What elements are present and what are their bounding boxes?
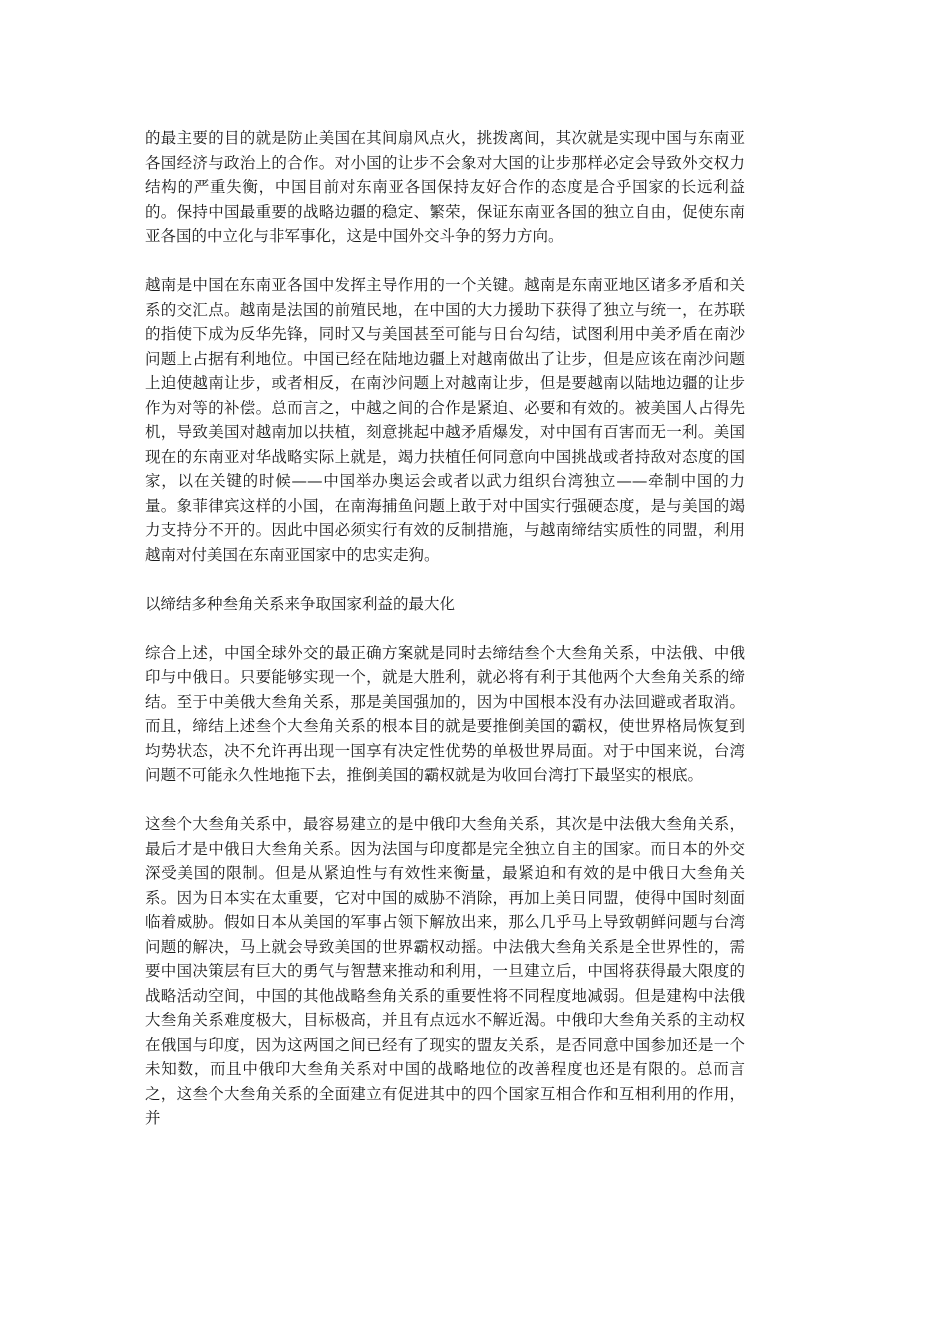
paragraph-triangles: 这叁个大叁角关系中，最容易建立的是中俄印大叁角关系，其次是中法俄大叁角关系，最后才是中俄日大叁角关系。因为法国与印度都是完全独立自主的国家。而日本的外交深受美国的限制。但是从紧迫性与有效性来衡量，最紧迫和有效的是中俄日大叁角关系。因为日本实在太重要，它对中国的威胁不消除，再加上美日同盟，使得中国时刻面临着威胁。假如日本从美国的军事占领下解放出来，那么几乎马上导致朝鲜问题与台湾问题的解决，马上就会导致美国的世界霸权动摇。中法俄大叁角关系是全世界性的，需要中国决策层有巨大的勇气与智慧来推动和利用，一旦建立后，中国将获得最大限度的战略活动空间，中国的其他战略叁角关系的重要性将不同程度地减弱。但是建构中法俄大叁角关系难度极大，目标极高，并且有点远水不解近渴。中俄印大叁角关系的主动权在俄国与印度，因为这两国之间已经有了现实的盟友关系，是否同意中国参加还是一个未知数，而且中俄印大叁角关系对中国的战略地位的改善程度也还是有限的。总而言之，这叁个大叁角关系的全面建立有促进其中的四个国家互相合作和互相利用的作用，并 (145, 815, 745, 1127)
section-heading: 以缔结多种叁角关系来争取国家利益的最大化 (145, 594, 456, 613)
document-body (145, 126, 745, 1155)
paragraph-southeast-asia-policy: 的最主要的目的就是防止美国在其间扇风点火，挑拨离间，其次就是实现中国与东南亚各国经济与政治上的合作。对小国的让步不会象对大国的让步那样必定会导致外交权力结构的严重失衡，中国目前对东南亚各国保持友好合作的态度是合乎国家的长远利益的。保持中国最重要的战略边疆的稳定、繁荣，保证东南亚各国的独立自由，促使东南亚各国的中立化与非军事化，这是中国外交斗争的努力方向。 (145, 129, 745, 245)
paragraph-summary: 综合上述，中国全球外交的最正确方案就是同时去缔结叁个大叁角关系，中法俄、中俄印与中俄日。只要能够实现一个，就是大胜利，就必将有利于其他两个大叁角关系的缔结。至于中美俄大叁角关系，那是美国强加的，因为中国根本没有办法回避或者取消。而且，缔结上述叁个大叁角关系的根本目的就是要推倒美国的霸权，使世界格局恢复到均势状态，决不允许再出现一国享有决定性优势的单极世界局面。对于中国来说，台湾问题不可能永久性地拖下去，推倒美国的霸权就是为收回台湾打下最坚实的根底。 (145, 643, 745, 784)
paragraph-vietnam: 越南是中国在东南亚各国中发挥主导作用的一个关键。越南是东南亚地区诸多矛盾和关系的交汇点。越南是法国的前殖民地，在中国的大力援助下获得了独立与统一，在苏联的指使下成为反华先锋，同时又与美国甚至可能与日台勾结，试图利用中美矛盾在南沙问题上占据有利地位。中国已经在陆地边疆上对越南做出了让步，但是应该在南沙问题上迫使越南让步，或者相反，在南沙问题上对越南让步，但是要越南以陆地边疆的让步作为对等的补偿。总而言之，中越之间的合作是紧迫、必要和有效的。被美国人占得先机，导致美国对越南加以扶植，刻意挑起中越矛盾爆发，对中国有百害而无一利。美国现在的东南亚对华战略实际上就是，竭力扶植任何同意向中国挑战或者持敌对态度的国家，以在关键的时候——中国举办奥运会或者以武力组织台湾独立——牵制中国的力量。象菲律宾这样的小国，在南海捕鱼问题上敢于对中国实行强硬态度，是与美国的竭力支持分不开的。因此中国必须实行有效的反制措施，与越南缔结实质性的同盟，利用越南对付美国在东南亚国家中的忠实走狗。 (145, 276, 745, 564)
